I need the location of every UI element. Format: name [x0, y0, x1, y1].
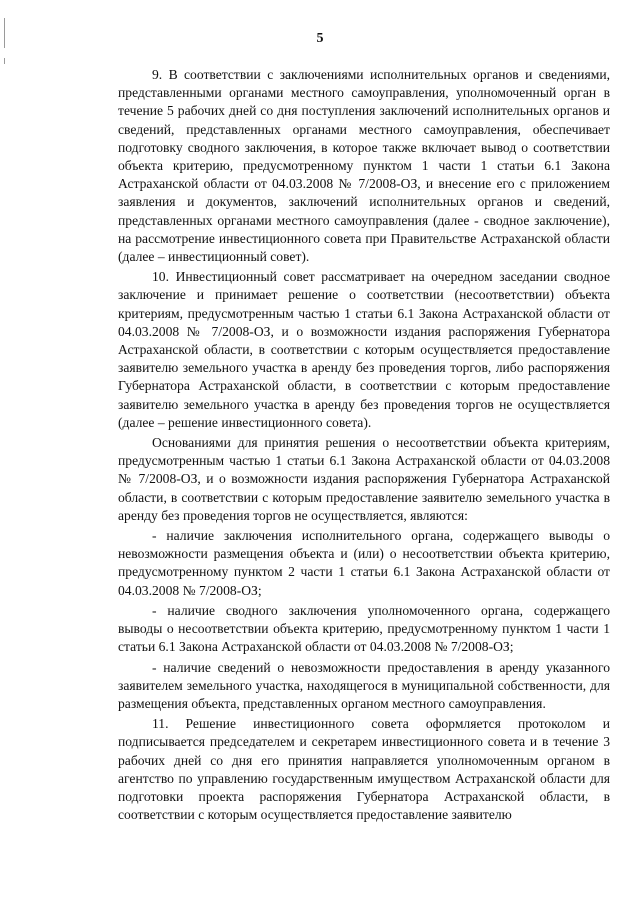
- list-item-ground-3: - наличие сведений о невозможности предоставления в аренду указанного заявителем земельного участка, находящегося в муниципальной собственности, для размещения объекта, представленных органом местного самоуправления.: [118, 659, 610, 711]
- document-body: [118, 66, 610, 826]
- list-item-ground-1: - наличие заключения исполнительного органа, содержащего выводы о невозможности размещения объекта и (или) о несоответствии объекта критерию, предусмотренному пунктом 2 части 1 статьи 6.1 Закона Астраханской области от 04.03.2008 № 7/2008-ОЗ;: [118, 528, 610, 598]
- paragraph-grounds: Основаниями для принятия решения о несоответствии объекта критериям, предусмотренным частью 1 статьи 6.1 Закона Астраханской области от 04.03.2008 № 7/2008-ОЗ, и о возможности издания распоряжения Губернатора Астраханской области, в соответствии с которым предоставление заявителю земельного участка в аренду без проведения торгов не осуществляется, являются:: [118, 435, 610, 523]
- scan-edge-mark: [4, 58, 5, 64]
- page-number: 5: [316, 31, 324, 46]
- list-item-ground-2: - наличие сводного заключения уполномоченного органа, содержащего выводы о несоответствии объекта критерию, предусмотренному пунктом 1 части 1 статьи 6.1 Закона Астраханской области от 04.03.2008 № 7/2008-ОЗ;: [118, 602, 610, 655]
- paragraph-9: 9. В соответствии с заключениями исполнительных органов и сведениями, представленными органами местного самоуправления, уполномоченный орган в течение 5 рабочих дней со дня поступления заключений исполнительных органов и сведений, представленных органами местного самоуправления, обеспечивает подготовку сводного заключения, в которое также включает вывод о соответствии объекта критерию, предусмотренному пунктом 1 части 1 статьи 6.1 Закона Астраханской области от 04.03.2008 № 7/2008-ОЗ, и внесение его с приложением заявления и документов, заключений исполнительных органов и сведений, представленных органами местного самоуправления (далее - сводное заключение), на рассмотрение инвестиционного совета при Правительстве Астраханской области (далее – инвестиционный совет).: [118, 67, 610, 265]
- paragraph-11: 11. Решение инвестиционного совета оформляется протоколом и подписывается председателем и секретарем инвестиционного совета и в течение 3 рабочих дней со дня его принятия направляется уполномоченным органом в агентство по управлению государственным имуществом Астраханской области для подготовки проекта распоряжения Губернатора Астраханской области, в соответствии с которым осуществляется предоставление заявителю: [118, 716, 610, 823]
- paragraph-10: 10. Инвестиционный совет рассматривает на очередном заседании сводное заключение и принимает решение о соответствии (несоответствии) объекта критериям, предусмотренным частью 1 статьи 6.1 Закона Астраханской области от 04.03.2008 № 7/2008-ОЗ, и о возможности издания распоряжения Губернатора Астраханской области, в соответствии с которым осуществляется предоставление заявителю земельного участка в аренду без проведения торгов, либо распоряжения Губернатора Астраханской области, в соответствии с которым предоставление заявителю земельного участка в аренду без проведения торгов не осуществляется (далее – решение инвестиционного совета).: [118, 269, 610, 430]
